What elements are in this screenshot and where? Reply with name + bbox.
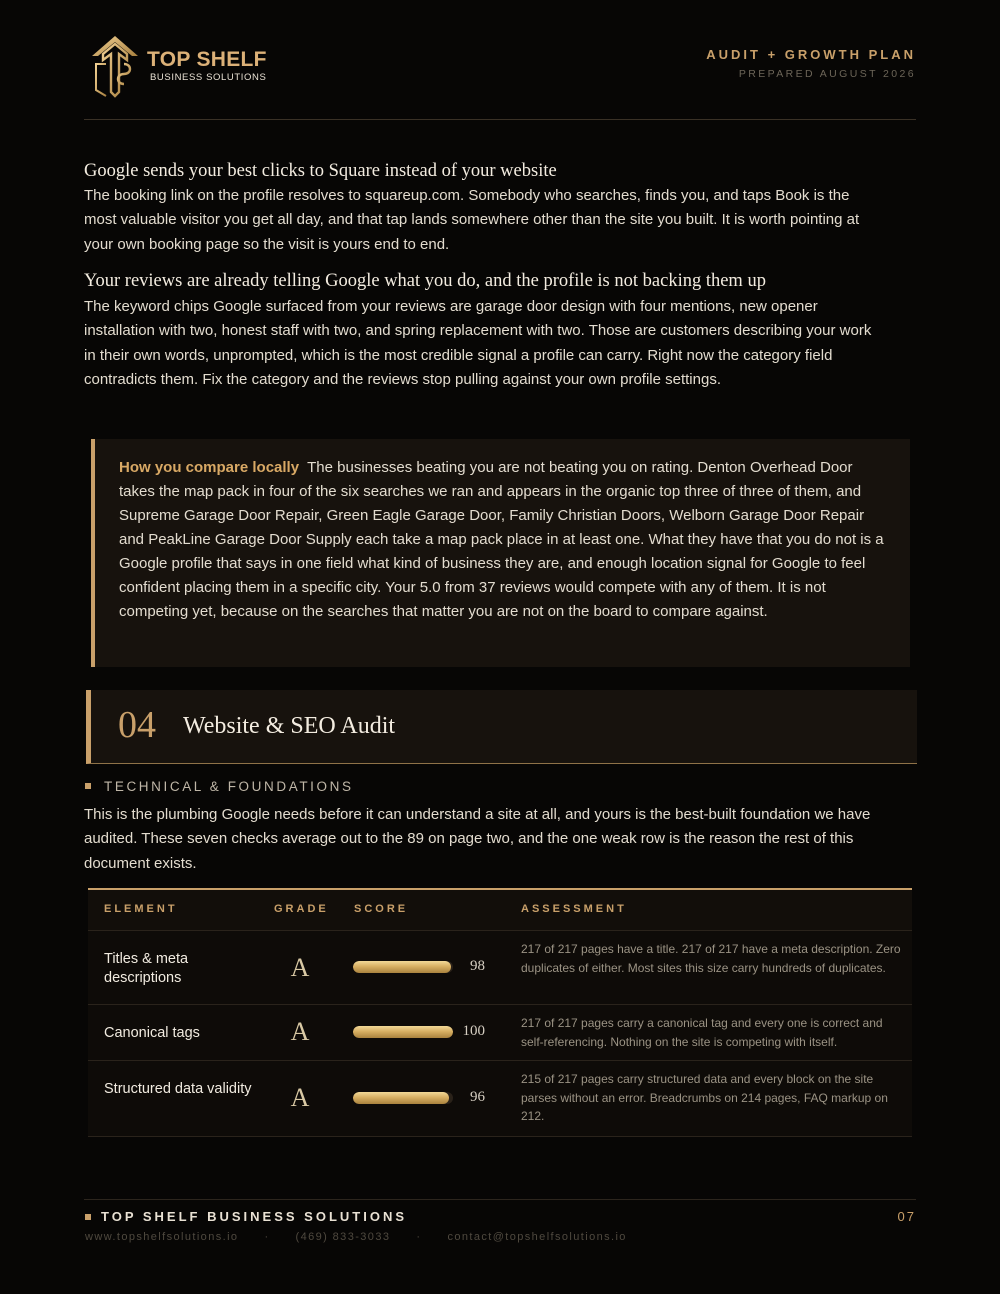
- section-heading-reviews: Your reviews are already telling Google what you do, and the profile is not backing them up: [84, 271, 766, 291]
- company-logo: [86, 34, 286, 100]
- logo-subtitle: BUSINESS SOLUTIONS: [150, 72, 267, 83]
- square-bullet-icon: [85, 783, 91, 789]
- row-score: 96: [470, 1089, 485, 1105]
- score-bar-fill: [353, 961, 451, 973]
- section-number: 04: [118, 704, 156, 746]
- technical-intro: This is the plumbing Google needs before it can understand a site at all, and yours is the best-built foundation we have audited. These seven checks average out to the 89 on page two, and the one weak row is the reason the rest of this document exists.: [84, 806, 871, 872]
- score-bar: [353, 1026, 453, 1038]
- table-row: [88, 1061, 912, 1137]
- row-grade: A: [290, 1083, 310, 1112]
- row-assessment: 217 of 217 pages carry a canonical tag and every one is correct and self-referencing. Nothing on the site is competing with itself.: [521, 1016, 883, 1049]
- section-heading-square-clicks: Google sends your best clicks to Square instead of your website: [84, 161, 557, 181]
- score-bar: [353, 961, 453, 973]
- footer-divider: [84, 1199, 916, 1200]
- page-number: 07: [897, 1209, 916, 1224]
- section-body-reviews: The keyword chips Google surfaced from your reviews are garage door design with four mentions, new opener installation with two, honest staff with two, and spring replacement with two. Those are customers describing your work in their own words, unprompted, which is the most credible signal a profile can carry. Right now the category field contradicts them. Fix the category and the reviews stop pulling against your own profile settings.: [84, 298, 872, 388]
- subsection-label: [85, 779, 354, 794]
- logo-name: TOP SHELF: [147, 48, 267, 71]
- row-element: Titles & meta descriptions: [104, 951, 189, 986]
- audit-table: [88, 888, 912, 1137]
- row-element: Canonical tags: [104, 1025, 200, 1041]
- callout-label: How you compare locally: [119, 459, 300, 476]
- header-divider: [84, 119, 916, 120]
- callout-text-block: [119, 456, 887, 624]
- column-header-score: SCORE: [354, 903, 409, 915]
- square-bullet-icon: [85, 1214, 91, 1220]
- score-bar: [353, 1092, 453, 1104]
- callout-body: The businesses beating you are not beating you on rating. Denton Overhead Door takes the map pack in four of the six searches we ran and appears in the organic top three of three of them, and Supreme Garage Door Repair, Green Eagle Garage Door, Family Christian Doors, Welborn Garage Door Repair and PeakLine Garage Door Supply each take a map pack place in at least one. What they have that you do not is a Google profile that says in one field what kind of business they are, and enough location signal for Google to feel confident placing them in a specific city. Your 5.0 from 37 reviews would compete with any of them. It is not competing yet, because on the searches that matter you are not on the board to compare against.: [119, 459, 884, 620]
- row-element: Structured data validity: [104, 1081, 252, 1097]
- header-meta: [706, 47, 916, 80]
- section-banner: [86, 690, 917, 764]
- row-score: 100: [462, 1023, 485, 1039]
- footer-brand: [85, 1209, 407, 1224]
- row-assessment: 215 of 217 pages carry structured data and every block on the site parses without an error. Breadcrumbs on 214 pages, FAQ markup on 212.: [521, 1072, 888, 1123]
- prepared-date: PREPARED AUGUST 2026: [738, 68, 916, 80]
- compare-callout: [91, 439, 910, 667]
- section-body-square-clicks: The booking link on the profile resolves to squareup.com. Somebody who searches, finds you, and taps Book is the most valuable visitor you get all day, and that tap lands somewhere other than the site you built. It is worth pointing at your own booking page so the visit is yours end to end.: [84, 187, 860, 253]
- table-row: [88, 1005, 912, 1061]
- column-header-assessment: ASSESSMENT: [521, 903, 627, 915]
- footer-email-link[interactable]: contact@topshelfsolutions.io: [447, 1231, 627, 1243]
- column-header-grade: GRADE: [274, 903, 329, 915]
- table-row: [88, 931, 912, 1005]
- document-title: AUDIT + GROWTH PLAN: [706, 47, 916, 62]
- separator-dot: ·: [416, 1231, 422, 1243]
- footer-contact: [85, 1231, 627, 1243]
- logo-emblem-icon: [86, 34, 144, 100]
- footer-website-link[interactable]: www.topshelfsolutions.io: [85, 1231, 239, 1243]
- section-title: Website & SEO Audit: [183, 713, 396, 739]
- separator-dot: ·: [264, 1231, 270, 1243]
- row-grade: A: [290, 953, 310, 982]
- footer-brand-text: TOP SHELF BUSINESS SOLUTIONS: [101, 1209, 407, 1224]
- row-assessment: 217 of 217 pages have a title. 217 of 217 have a meta description. Zero duplicates of either. Most sites this size carry hundreds of duplicates.: [521, 942, 901, 975]
- column-header-element: ELEMENT: [104, 903, 178, 915]
- subsection-label-text: TECHNICAL & FOUNDATIONS: [104, 779, 354, 794]
- footer-phone[interactable]: (469) 833-3033: [295, 1231, 391, 1243]
- table-header: [88, 890, 912, 931]
- row-grade: A: [290, 1017, 310, 1046]
- score-bar-fill: [353, 1092, 449, 1104]
- score-bar-fill: [353, 1026, 453, 1038]
- row-score: 98: [470, 958, 485, 974]
